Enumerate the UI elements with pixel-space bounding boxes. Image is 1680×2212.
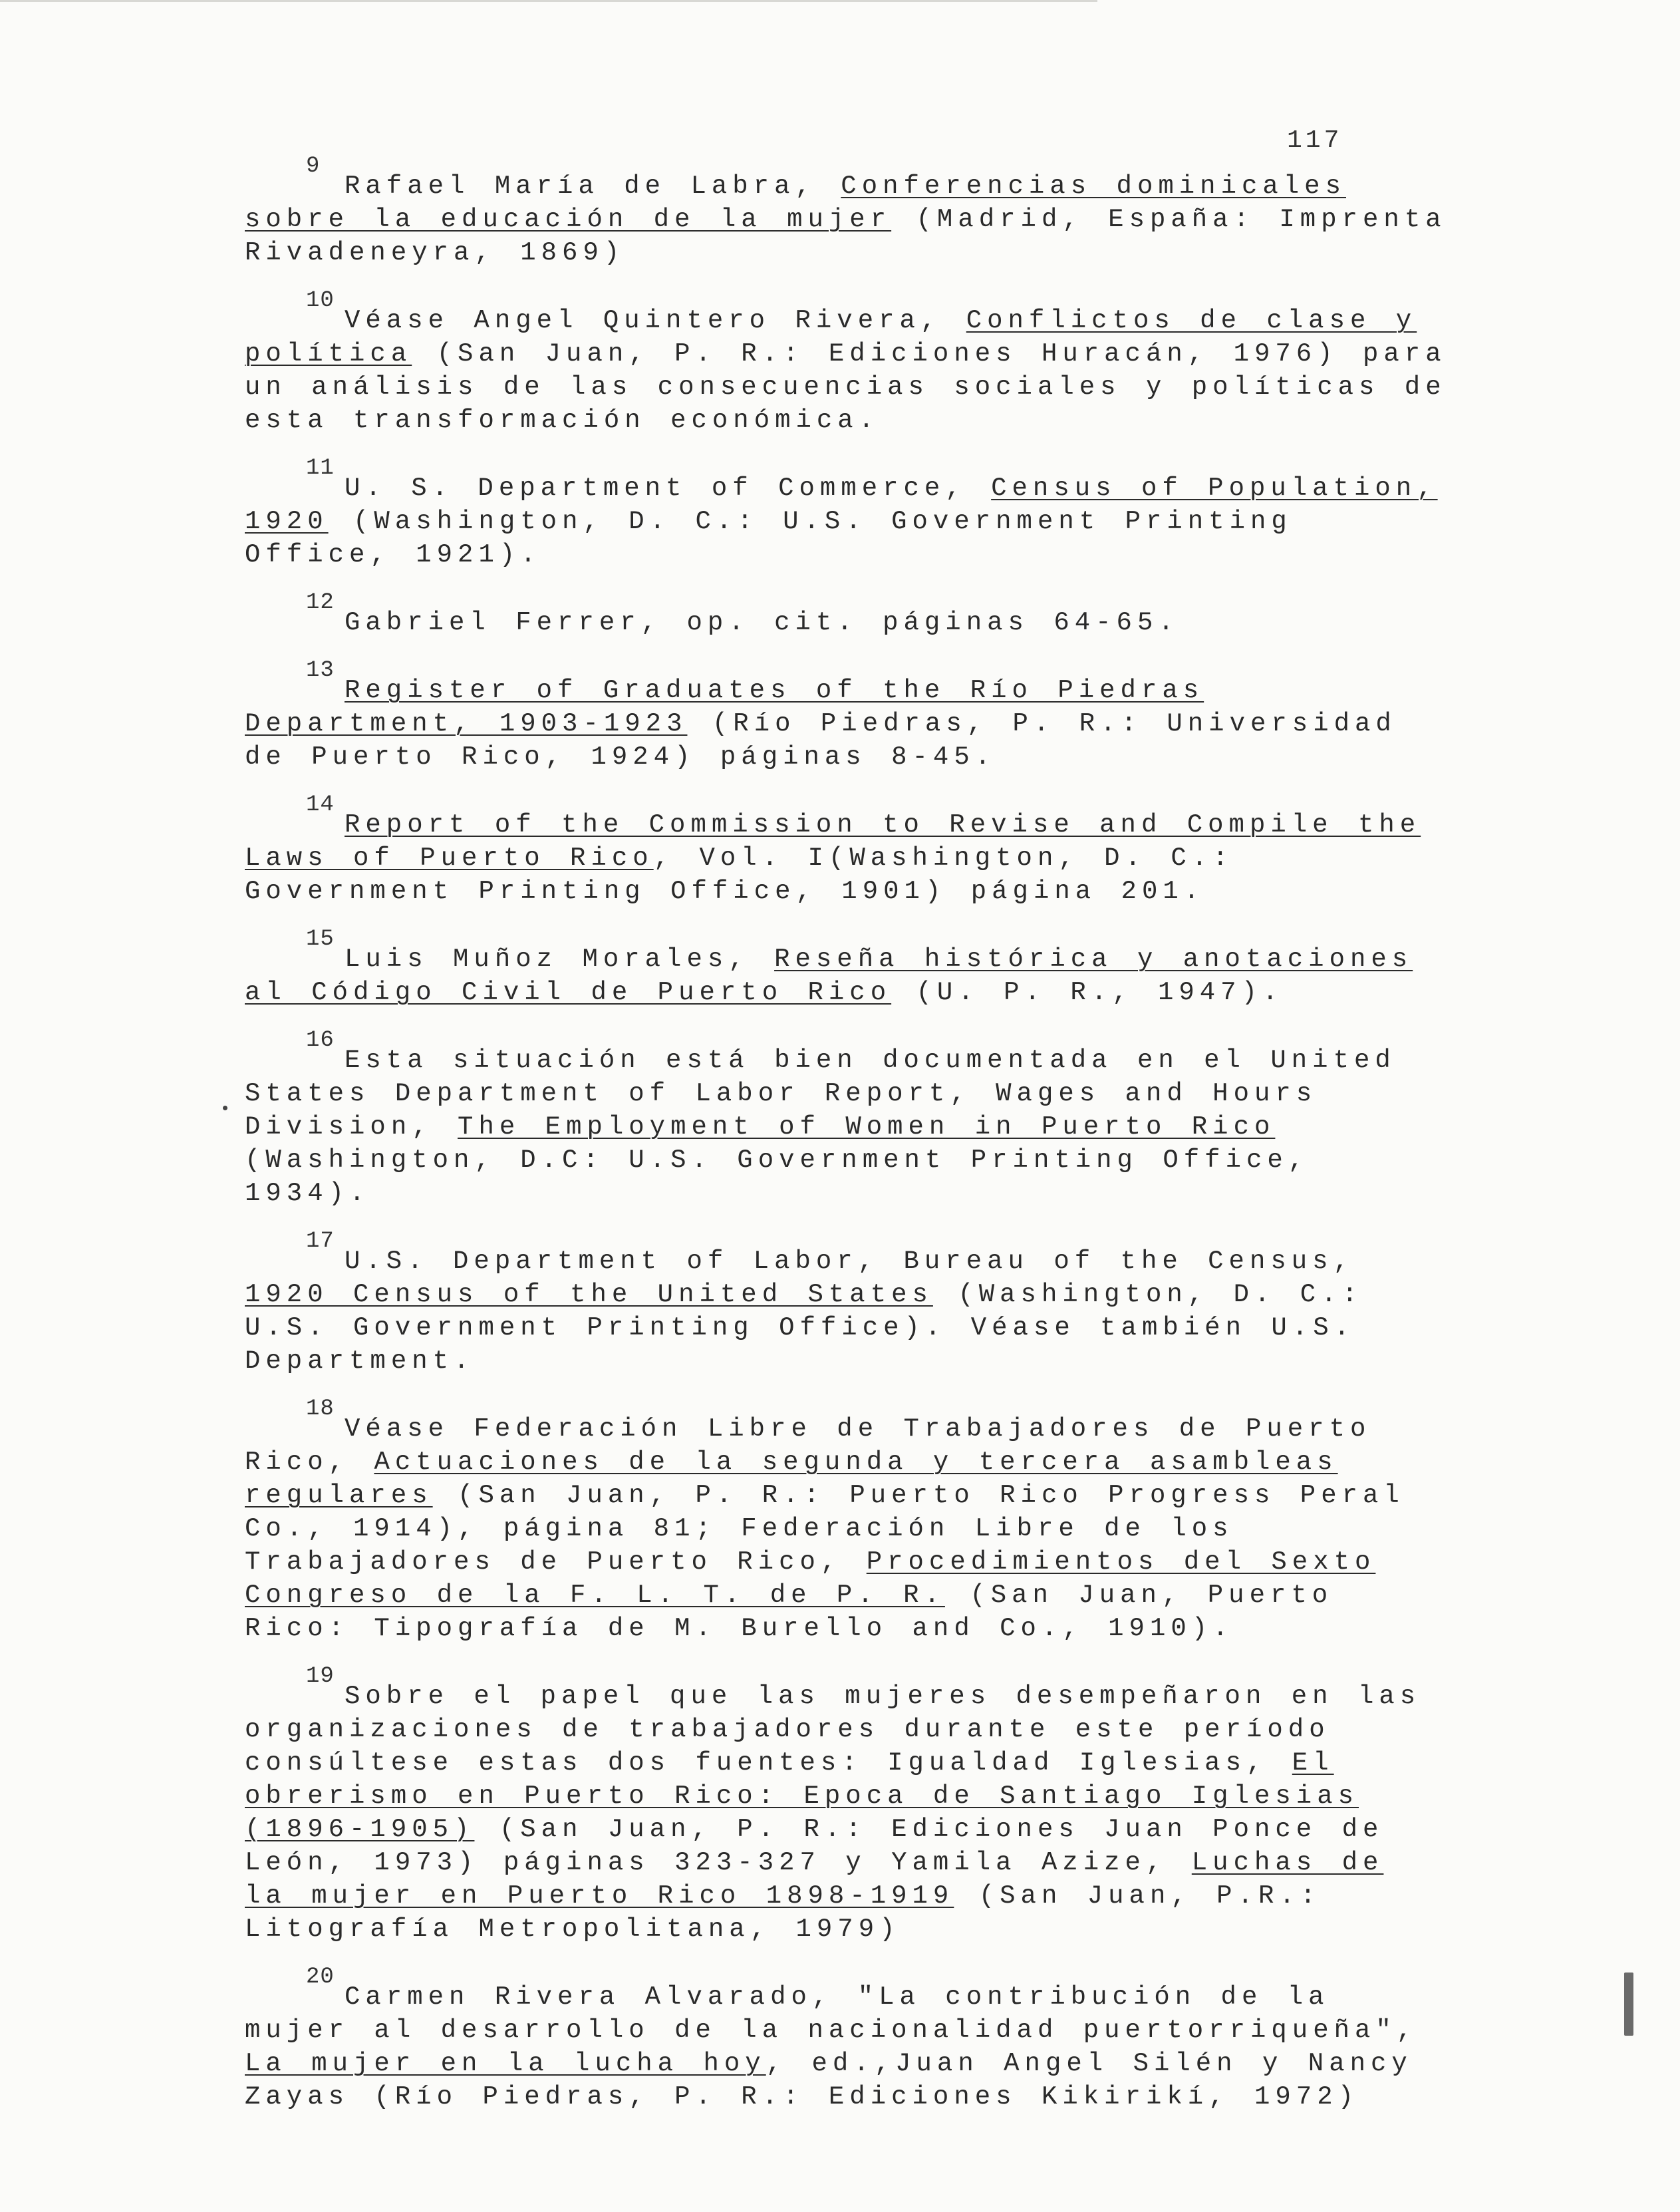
citation-text: Rafael María de Labra, [345, 172, 841, 201]
underlined-title: Reseña histórica y anotaciones al Código Civil de Puerto Rico [245, 945, 1413, 1007]
endnote-number: 15 [306, 927, 335, 952]
endnote-text [245, 1245, 1449, 1378]
endnote-text [245, 1980, 1449, 2114]
citation-text: (San Juan, P. R.: Ediciones Juan Ponce de León, 1973) páginas 323-327 y Yamila Azize, [245, 1815, 1384, 1877]
citation-text: (Washington, D. C.: U.S. Government Printing Office). Véase también U.S. Department. [245, 1280, 1363, 1376]
citation-text: (Río Piedras, P. R.: Universidad de Puerto Rico, 1924) páginas 8-45. [245, 709, 1397, 772]
endnote-number: 20 [306, 1965, 335, 1990]
underlined-title: Luchas de la mujer en Puerto Rico 1898-1919 [245, 1848, 1384, 1911]
endnote [245, 792, 1449, 908]
endnote-text [245, 674, 1449, 774]
endnote [245, 288, 1449, 437]
underlined-title: Register of Graduates of the Río Piedras Department, 1903-1923 [245, 676, 1204, 738]
endnote-text [245, 304, 1449, 437]
endnote-number: 10 [306, 288, 335, 313]
citation-text: (Washington, D.C: U.S. Government Printing Office, 1934). [245, 1146, 1310, 1208]
endnote-number: 16 [306, 1028, 335, 1053]
citation-text: U. S. Department of Commerce, [345, 474, 992, 503]
endnote [245, 456, 1449, 571]
citation-text: Carmen Rivera Alvarado, "La contribución de la mujer al desarrollo de la nacionalidad puertorriqueña", [245, 1982, 1418, 2045]
endnote [245, 154, 1449, 269]
citation-text: (San Juan, P.R.: Litografía Metropolitana, 1979) [245, 1881, 1322, 1944]
underlined-title: Actuaciones de la segunda y tercera asambleas regulares [245, 1448, 1338, 1510]
endnote-number: 17 [306, 1229, 335, 1254]
citation-text: Gabriel Ferrer, op. cit. páginas 64-65. [345, 608, 1179, 637]
endnote-number: 11 [306, 456, 335, 481]
endnote-text [245, 808, 1449, 908]
citation-text: Esta situación está bien documentada en el United States Department of Labor Report, Wages and Hours Division, [245, 1046, 1396, 1142]
endnote-number: 19 [306, 1664, 335, 1689]
citation-text: (San Juan, P. R.: Ediciones Huracán, 1976) para un análisis de las consecuencias sociales y políticas de esta transformación económica. [245, 339, 1447, 435]
endnote [245, 658, 1449, 774]
citation-text: , ed.,Juan Angel Silén y Nancy Zayas (Río Piedras, P. R.: Ediciones Kikirikí, 1972) [245, 2049, 1413, 2112]
citation-text: (U. P. R., 1947). [891, 978, 1284, 1007]
underlined-title: Conflictos de clase y política [245, 306, 1417, 369]
citation-text: Véase Federación Libre de Trabajadores de Puerto Rico, [245, 1414, 1371, 1477]
underlined-title: The Employment of Women in Puerto Rico [458, 1112, 1276, 1142]
citation-text: (San Juan, Puerto Rico: Tipografía de M. Burello and Co., 1910). [245, 1581, 1333, 1643]
citation-text: (Washington, D. C.: U.S. Government Printing Office, 1921). [245, 507, 1292, 569]
stray-mark [223, 1106, 227, 1110]
endnote [245, 1229, 1449, 1378]
endnote-number: 9 [306, 154, 321, 179]
endnote-text [245, 1680, 1449, 1946]
citation-text: Véase Angel Quintero Rivera, [345, 306, 966, 335]
endnote [245, 1664, 1449, 1946]
citation-text: Luis Muñoz Morales, [345, 945, 775, 974]
underlined-title: 1920 Census of the United States [245, 1280, 933, 1309]
citation-text: Sobre el papel que las mujeres desempeñaron en las organizaciones de trabajadores durante este período consúltese estas dos fuentes: Igualdad Iglesias, [245, 1682, 1421, 1778]
endnote-number: 13 [306, 658, 335, 683]
underlined-title: La mujer en la lucha hoy [245, 2049, 766, 2078]
endnote-number: 12 [306, 590, 335, 615]
endnotes-list [245, 154, 1449, 2148]
endnote [245, 1028, 1449, 1210]
endnote-text [245, 943, 1449, 1009]
citation-text: (San Juan, P. R.: Puerto Rico Progress Peral Co., 1914), página 81; Federación Libre de los Trabajadores de Puerto Rico, [245, 1481, 1405, 1577]
endnote [245, 1965, 1449, 2114]
underlined-title: Census of Population, 1920 [245, 474, 1438, 536]
endnote [245, 927, 1449, 1009]
endnote-text [245, 1412, 1449, 1645]
endnote-number: 18 [306, 1396, 335, 1422]
underlined-title: Report of the Commission to Revise and Compile the Laws of Puerto Rico [245, 810, 1421, 873]
endnote-number: 14 [306, 792, 335, 818]
endnote-text [245, 1044, 1449, 1210]
citation-text: (Madrid, España: Imprenta Rivadeneyra, 1869) [245, 205, 1447, 267]
citation-text: U.S. Department of Labor, Bureau of the Census, [345, 1247, 1354, 1276]
endnote [245, 590, 1449, 639]
endnote [245, 1396, 1449, 1645]
underlined-title: Conferencias dominicales sobre la educación de la mujer [245, 172, 1346, 234]
underlined-title: Procedimientos del Sexto Congreso de la F. L. T. de P. R. [245, 1547, 1376, 1610]
page-number: 117 [1287, 126, 1343, 155]
underlined-title: El obrerismo en Puerto Rico: Epoca de Santiago Iglesias (1896-1905) [245, 1748, 1359, 1844]
endnote-text [245, 606, 1449, 639]
citation-text: , Vol. I(Washington, D. C.: Government Printing Office, 1901) página 201. [245, 844, 1234, 906]
endnote-text [245, 170, 1449, 269]
scanner-edge-mark [1624, 1973, 1633, 2036]
top-scan-edge [0, 0, 1097, 2]
endnote-text [245, 472, 1449, 571]
